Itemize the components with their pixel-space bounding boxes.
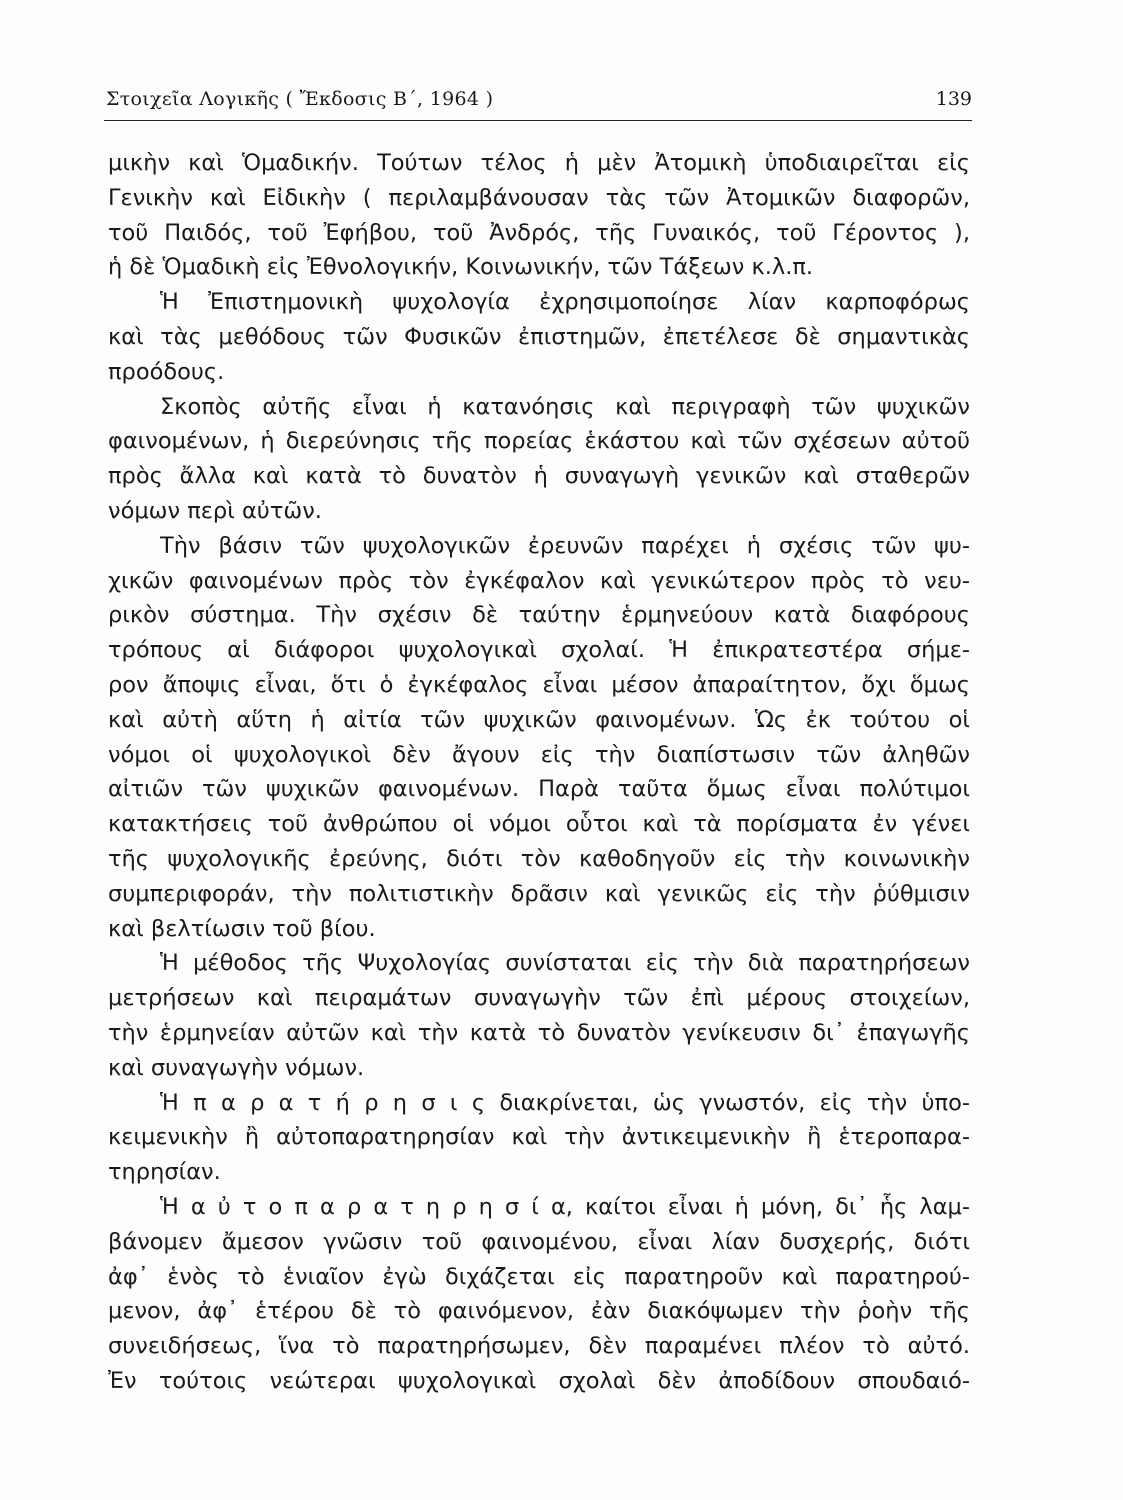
text-line: συμπεριφοράν, τὴν πολιτιστικὴν δρᾶσιν καὶ γενικῶς εἰς τὴν ῥύθμισιν <box>108 880 970 907</box>
text-line: φαινομένων, ἡ διερεύνησις τῆς πορείας ἑκάστου καὶ τῶν σχέσεων αὐτοῦ <box>108 428 970 455</box>
text-line: συνειδήσεως, ἵνα τὸ παρατηρήσωμεν, δὲν παραμένει πλέον τὸ αὐτό. <box>108 1333 970 1360</box>
body-text <box>108 146 970 1399</box>
text-line: βάνομεν ἄμεσον γνῶσιν τοῦ φαινομένου, εἶναι λίαν δυσχερής, διότι <box>108 1228 970 1255</box>
text-line: πρὸς ἄλλα καὶ κατὰ τὸ δυνατὸν ἡ συναγωγὴ γενικῶν καὶ σταθερῶν <box>108 463 970 490</box>
text-line: νόμοι οἱ ψυχολογικοὶ δὲν ἄγουν εἰς τὴν διαπίστωσιν τῶν ἀληθῶν <box>108 741 970 768</box>
text-line: Σκοπὸς αὐτῆς εἶναι ἡ κατανόησις καὶ περιγραφὴ τῶν ψυχικῶν <box>160 393 970 420</box>
text-line: καὶ βελτίωσιν τοῦ βίου. <box>108 915 376 942</box>
text-line: μετρήσεων καὶ πειραμάτων συναγωγὴν τῶν ἐπὶ μέρους στοιχείων, <box>108 985 970 1012</box>
text-line: Γενικὴν καὶ Εἰδικὴν ( περιλαμβάνουσαν τὰς τῶν Ἀτομικῶν διαφορῶν, <box>108 184 970 211</box>
text-line: κατακτήσεις τοῦ ἀνθρώπου οἱ νόμοι οὗτοι καὶ τὰ πορίσματα ἐν γένει <box>108 811 970 838</box>
text-line: ρον ἄποψις εἶναι, ὅτι ὁ ἐγκέφαλος εἶναι μέσον ἀπαραίτητον, ὄχι ὅμως <box>108 671 970 698</box>
text-line: καὶ τὰς μεθόδους τῶν Φυσικῶν ἐπιστημῶν, ἐπετέλεσε δὲ σημαντικὰς <box>108 323 970 350</box>
text-line: τὴν ἑρμηνείαν αὐτῶν καὶ τὴν κατὰ τὸ δυνατὸν γενίκευσιν δι᾿ ἐπαγωγῆς <box>108 1019 970 1046</box>
text-line: Τὴν βάσιν τῶν ψυχολογικῶν ἐρευνῶν παρέχει ἡ σχέσις τῶν ψυ- <box>160 532 970 559</box>
text-line: μενον, ἀφ᾿ ἑτέρου δὲ τὸ φαινόμενον, ἐὰν διακόψωμεν τὴν ῥοὴν τῆς <box>108 1298 970 1325</box>
text-line: αἰτιῶν τῶν ψυχικῶν φαινομένων. Παρὰ ταῦτα ὅμως εἶναι πολύτιμοι <box>108 776 970 803</box>
text-line: νόμων περὶ αὐτῶν. <box>108 497 322 524</box>
text-line: τρόπους αἱ διάφοροι ψυχολογικαὶ σχολαί. Ἡ ἐπικρατεστέρα σήμε- <box>108 637 970 664</box>
text-line: τοῦ Παιδός, τοῦ Ἐφήβου, τοῦ Ἀνδρός, τῆς Γυναικός, τοῦ Γέροντος ), <box>108 219 970 246</box>
text-line: Ἡ μέθοδος τῆς Ψυχολογίας συνίσταται εἰς τὴν διὰ παρατηρήσεων <box>160 950 970 977</box>
page-header <box>106 88 972 118</box>
page-number: 139 <box>935 88 972 110</box>
text-line: καὶ συναγωγὴν νόμων. <box>108 1054 365 1081</box>
text-line: προόδους. <box>108 358 225 385</box>
text-line: Ἡ Ἐπιστημονικὴ ψυχολογία ἐχρησιμοποίησε λίαν καρποφόρως <box>160 289 970 316</box>
text-line: καὶ αὐτὴ αὕτη ἡ αἰτία τῶν ψυχικῶν φαινομένων. Ὡς ἐκ τούτου οἱ <box>108 706 970 733</box>
header-rule <box>104 120 972 121</box>
text-line: μικὴν καὶ Ὁμαδικήν. Τούτων τέλος ἡ μὲν Ἀτομικὴ ὑποδιαιρεῖται εἰς <box>108 150 970 176</box>
text-line: κειμενικὴν ἢ αὐτοπαρατηρησίαν καὶ τὴν ἀντικειμενικὴν ἢ ἑτεροπαρα- <box>108 1124 970 1151</box>
running-head: Στοιχεῖα Λογικῆς ( Ἔκδοσις Β΄, 1964 ) <box>106 88 494 110</box>
text-line: ἡ δὲ Ὁμαδικὴ εἰς Ἐθνολογικήν, Κοινωνικήν, τῶν Τάξεων κ.λ.π. <box>108 254 814 281</box>
text-line: χικῶν φαινομένων πρὸς τὸν ἐγκέφαλον καὶ γενικώτερον πρὸς τὸ νευ- <box>108 567 970 594</box>
text-line: τηρησίαν. <box>108 1159 221 1186</box>
text-line: ἀφ᾿ ἑνὸς τὸ ἑνιαῖον ἐγὼ διχάζεται εἰς παρατηροῦν καὶ παρατηρού- <box>108 1263 970 1290</box>
text-line: τῆς ψυχολογικῆς ἐρεύνης, διότι τὸν καθοδηγοῦν εἰς τὴν κοινωνικὴν <box>108 845 970 872</box>
text-line: Ἐν τούτοις νεώτεραι ψυχολογικαὶ σχολαὶ δὲν ἀποδίδουν σπουδαιό- <box>108 1367 970 1394</box>
text-line: Ἡ α ὐ τ ο π α ρ α τ η ρ η σ ί α, καίτοι εἶναι ἡ μόνη, δι᾿ ἧς λαμ- <box>160 1193 970 1220</box>
text-line: ρικὸν σύστημα. Τὴν σχέσιν δὲ ταύτην ἑρμηνεύουν κατὰ διαφόρους <box>108 602 970 629</box>
text-line: Ἡ π α ρ α τ ή ρ η σ ι ς διακρίνεται, ὡς γνωστόν, εἰς τὴν ὑπο- <box>160 1089 970 1116</box>
